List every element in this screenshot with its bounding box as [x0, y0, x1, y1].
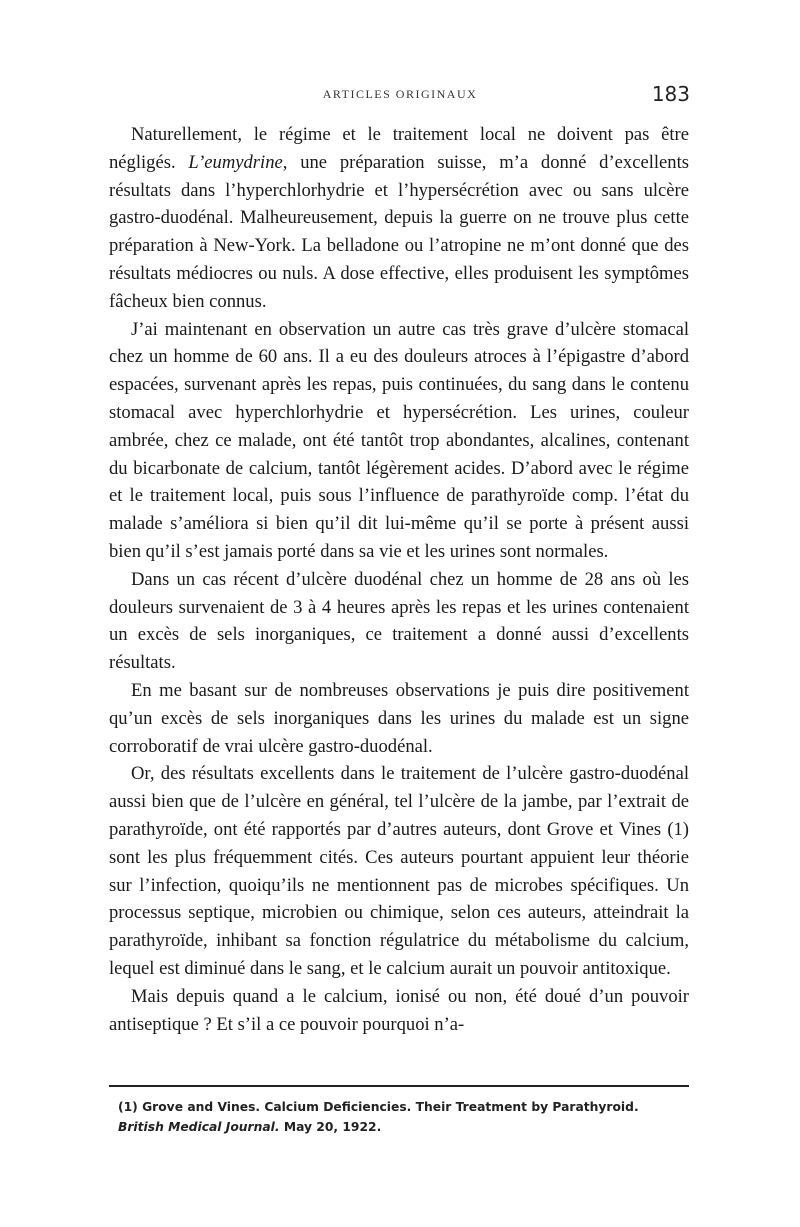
- paragraph: En me basant sur de nombreuses observations je puis dire positivement qu’un excès de sels inorganiques dans les urines du malade est un signe corroboratif de vrai ulcère gastro-duodénal.: [109, 679, 689, 757]
- paragraph: Dans un cas récent d’ulcère duodénal chez un homme de 28 ans où les douleurs survenaient de 3 à 4 heures après les repas et les urines contenaient un excès de sels inorganiques, ce traitement a donné aussi d’excellents résultats.: [109, 568, 689, 674]
- footnote-date: May 20, 1922.: [283, 1120, 382, 1134]
- body-text: [109, 121, 689, 1038]
- footnote: [118, 1097, 693, 1137]
- paragraph-text: Naturellement, le régime et le traitement local ne doivent pas être négligés.: [109, 124, 689, 173]
- footnote-rule: [109, 1085, 689, 1087]
- footnote-text: (1) Grove and Vines. Calcium Deficiencies. Their Treatment by Parathyroid.: [118, 1100, 639, 1114]
- paragraph: J’ai maintenant en observation un autre cas très grave d’ulcère stomacal chez un homme de 60 ans. Il a eu des douleurs atroces à l’épigastre d’abord espacées, survenant après les repas, puis continuées, du sang dans le contenu stomacal avec hyperchlorhydrie et hypersécrétion. Les urines, couleur ambrée, chez ce malade, ont été tantôt trop abondantes, alcalines, contenant du bicarbonate de calcium, tantôt légèrement acides. D’abord avec le régime et le traitement local, puis sous l’influence de parathyroïde comp. l’état du malade s’améliora si bien qu’il dit lui-même qu’il se porte à présent aussi bien qu’il s’est jamais porté dans sa vie et les urines sont normales.: [109, 318, 689, 562]
- footnote-source: British Medical Journal.: [118, 1120, 280, 1134]
- paragraph: Or, des résultats excellents dans le traitement de l’ulcère gastro-duodénal aussi bien que de l’ulcère en général, tel l’ulcère de la jambe, par l’extrait de parathyroïde, ont été rapportés par d’autres auteurs, dont Grove et Vines (1) sont les plus fréquemment cités. Ces auteurs pourtant appuient leur théorie sur l’infection, quoiqu’ils ne mentionnent pas de microbes spécifiques. Un processus septique, microbien ou chimique, selon ces auteurs, atteindrait la parathyroïde, inhibant sa fonction régulatrice du métabolisme du calcium, lequel est diminué dans le sang, et le calcium aurait un pouvoir antitoxique.: [109, 763, 689, 979]
- paragraph: Mais depuis quand a le calcium, ionisé ou non, été doué d’un pouvoir antiseptique ? Et s’il a ce pouvoir pourquoi n’a-: [109, 985, 689, 1035]
- running-title: ARTICLES ORIGINAUX: [322, 87, 478, 101]
- paragraph-text: , une préparation suisse, m’a donné d’excellents résultats dans l’hyperchlorhydrie et l’hypersécrétion avec ou sans ulcère gastro-duodénal. Malheureusement, depuis la guerre on ne trouve plus cette préparation à New-York. La belladone ou l’atropine ne m’ont donné que des résultats médiocres ou nuls. A dose effective, elles produisent les symptômes fâcheux bien connus.: [109, 151, 689, 312]
- emphasized-term: L’eumydrine: [188, 151, 283, 173]
- paragraph: [109, 121, 689, 316]
- running-head: [0, 82, 800, 106]
- page-number: 183: [651, 82, 690, 106]
